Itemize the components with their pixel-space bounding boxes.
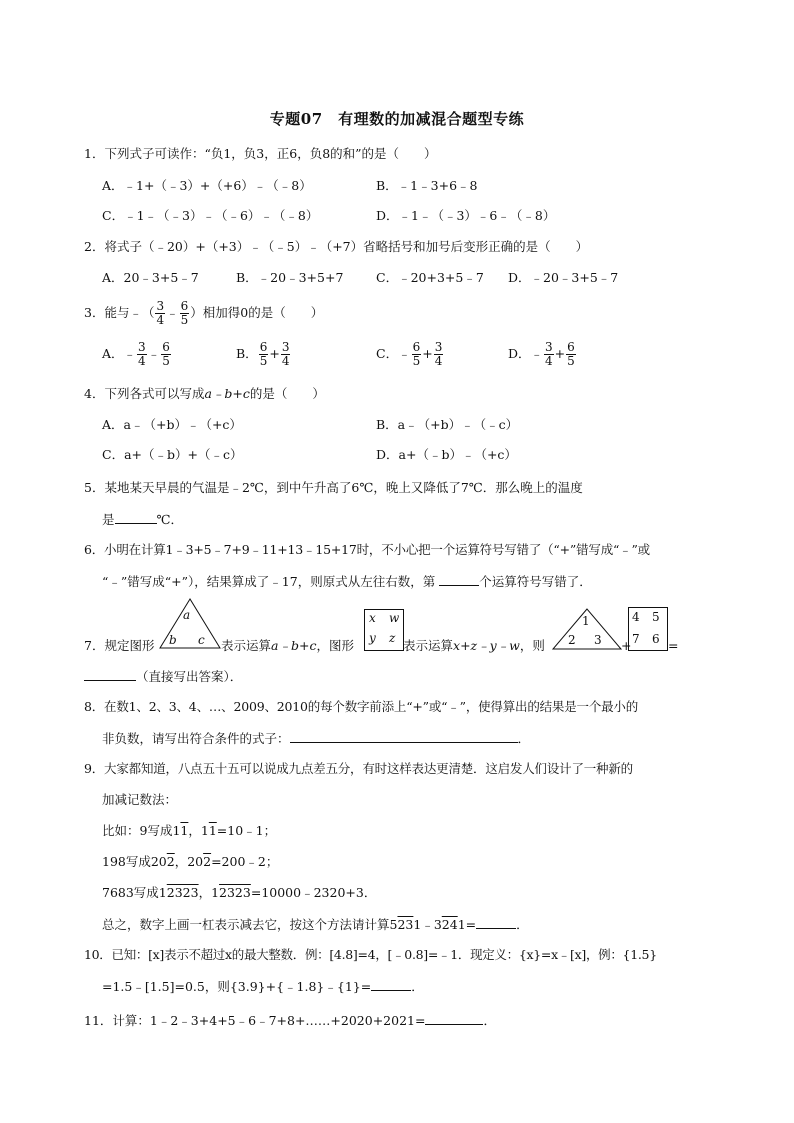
q8-line2: 非负数，请写出符合条件的式子： ．: [102, 731, 531, 746]
page-title: 专题07 有理数的加减混合题型专练: [269, 110, 525, 128]
q6-line2: “﹣”错写成“+”），结果算成了﹣17，则原式从左往右数，第 个运算符号写错了．: [102, 574, 592, 589]
answer-blank[interactable]: [476, 916, 516, 929]
q3-option-d: D．﹣ $\frac{3}{4}$ + $\frac{6}{5}$: [508, 340, 575, 368]
triangle-figure: [158, 598, 222, 650]
q5-line1: 5．某地某天早晨的气温是﹣2℃，到中午升高了6℃，晚上又降低了7℃．那么晚上的温度: [84, 480, 583, 495]
q9-line2: 加减记数法：: [102, 792, 178, 807]
q4-option-c: C．a+（﹣b）+（﹣c）: [102, 447, 243, 462]
fraction: $\frac{6}{5}$: [180, 299, 189, 327]
q10-line2: =1.5﹣[1.5]=0.5，则{3.9}+{﹣1.8}﹣{1}= ．: [102, 979, 424, 994]
q1-option-c: C．﹣1﹣（﹣3）﹣（﹣6）﹣（﹣8）: [102, 208, 319, 223]
q9-example-3: 7683写成12323，12323=10000﹣2320+3．: [102, 885, 377, 900]
q1-option-d: D．﹣1﹣（﹣3）﹣6﹣（﹣8）: [376, 208, 556, 223]
q7-pre: 7．规定图形: [84, 638, 155, 653]
q7-mid2: 表示运算x+z﹣y﹣w，则: [403, 638, 545, 653]
answer-blank[interactable]: [425, 1012, 483, 1025]
answer-blank[interactable]: [439, 573, 479, 586]
q1-option-b: B．﹣1﹣3+6﹣8: [376, 178, 478, 193]
q1-option-a: A．﹣1+（﹣3）+（+6）﹣（﹣8）: [102, 178, 312, 193]
q9-line1: 9．大家都知道，八点五十五可以说成九点差五分，有时这样表达更清楚．这启发人们设计了一种新的: [84, 761, 633, 776]
q4-option-b: B．a﹣（+b）﹣（﹣c）: [376, 417, 519, 432]
q2-option-d: D．﹣20﹣3+5﹣7: [508, 270, 619, 285]
q4-option-a: A．a﹣（+b）﹣（+c）: [102, 417, 242, 432]
q7-mid: 表示运算a﹣b+c，图形: [221, 638, 354, 653]
q2-option-b: B．﹣20﹣3+5+7: [236, 270, 344, 285]
q2-option-c: C．﹣20+3+5﹣7: [376, 270, 484, 285]
q9-example-2: 198写成202，202=200﹣2；: [102, 854, 279, 869]
q9-question: 总之，数字上画一杠表示减去它，按这个方法请计算5231﹣3241= ．: [102, 917, 529, 932]
q3-option-b: B． $\frac{6}{5}$ + $\frac{3}{4}$: [236, 340, 290, 368]
q8-line1: 8．在数1、2、3、4、…、2009、2010的每个数字前添上“+”或“﹣”，使得算出的结果是一个最小的: [84, 699, 639, 714]
q9-example-1: 比如：9写成11，11=10﹣1；: [102, 823, 277, 838]
answer-blank[interactable]: [290, 730, 518, 743]
answer-blank[interactable]: [371, 978, 411, 991]
q1-stem: 1．下列式子可读作：“负1，负3，正6，负8的和”的是（ ）: [84, 146, 437, 161]
answer-blank[interactable]: [84, 668, 136, 681]
q2-stem: 2．将式子（﹣20）+（+3）﹣（﹣5）﹣（+7）省略括号和加号后变形正确的是（ ）: [84, 239, 589, 254]
q3-option-a: A．﹣ $\frac{3}{4}$ ﹣ $\frac{6}{5}$: [102, 340, 170, 368]
q10-line1: 10．已知：[x]表示不超过x的最大整数．例：[4.8]=4，[﹣0.8]=﹣1．现定义：{x}=x﹣[x]，例：{1.5}: [84, 947, 657, 962]
answer-blank[interactable]: [115, 511, 157, 524]
fraction: $\frac{3}{4}$: [156, 299, 165, 327]
q3-option-c: C．﹣ $\frac{6}{5}$ + $\frac{3}{4}$: [376, 340, 443, 368]
q5-line2: 是 ℃．: [102, 512, 183, 527]
q7-line2: （直接写出答案）．: [84, 668, 242, 685]
q11-line: 11．计算：1﹣2﹣3+4+5﹣6﹣7+8+……+2020+2021= ．: [84, 1013, 496, 1028]
q4-stem: 4．下列各式可以写成a﹣b+c的是（ ）: [84, 386, 325, 401]
q6-line1: 6．小明在计算1﹣3+5﹣7+9﹣11+13﹣15+17时，不小心把一个运算符号写错了（“+”错写成“﹣”或: [84, 542, 650, 557]
q2-option-a: A．20﹣3+5﹣7: [102, 270, 199, 285]
q3-stem: 3．能与﹣（ $\frac{3}{4}$ ﹣ $\frac{6}{5}$ ）相加得0的是（ ）: [84, 299, 324, 327]
q4-option-d: D．a+（﹣b）﹣（+c）: [376, 447, 517, 462]
